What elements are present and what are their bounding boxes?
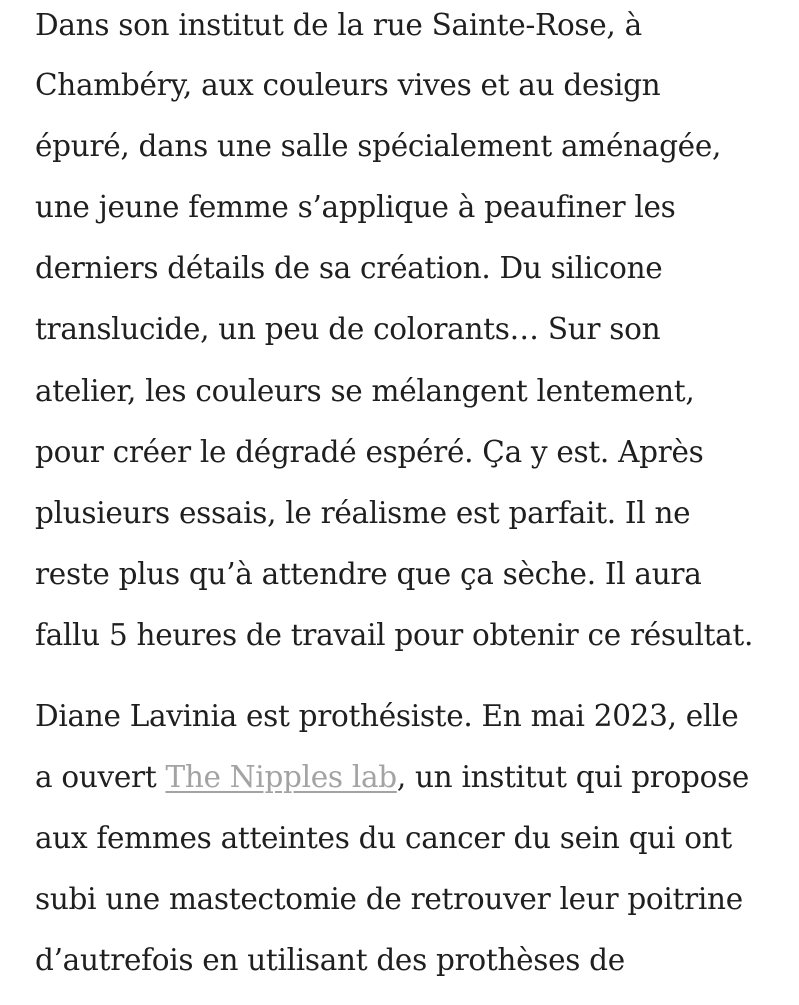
text-line: derniers détails de sa création. Du silicone [35,251,663,285]
text-line: subi une mastectomie de retrouver leur poitrine [35,882,743,916]
text-segment: , un institut qui propose [396,760,750,794]
text-segment: a ouvert [35,760,166,794]
text-line: épuré, dans une salle spécialement aménagée, [35,129,722,163]
text-line: d’autrefois en utilisant des prothèses de [35,943,625,977]
text-line: aux femmes atteintes du cancer du sein qui ont [35,821,732,855]
text-line: pour créer le dégradé espéré. Ça y est. Après [35,435,704,469]
text-line-with-link [35,760,749,794]
text-line: atelier, les couleurs se mélangent lentement, [35,374,695,408]
nipples-lab-link[interactable]: The Nipples lab [165,760,397,794]
text-line: Chambéry, aux couleurs vives et au design [35,68,661,102]
text-line: fallu 5 heures de travail pour obtenir ce résultat. [35,618,754,652]
text-line: une jeune femme s’applique à peaufiner les [35,190,676,224]
text-line: plusieurs essais, le réalisme est parfait. Il ne [35,496,691,530]
text-line: translucide, un peu de colorants… Sur son [35,312,661,346]
text-line: Dans son institut de la rue Sainte-Rose, à [35,8,642,42]
text-line: reste plus qu’à attendre que ça sèche. Il aura [35,557,702,591]
text-line: Diane Lavinia est prothésiste. En mai 2023, elle [35,699,739,733]
